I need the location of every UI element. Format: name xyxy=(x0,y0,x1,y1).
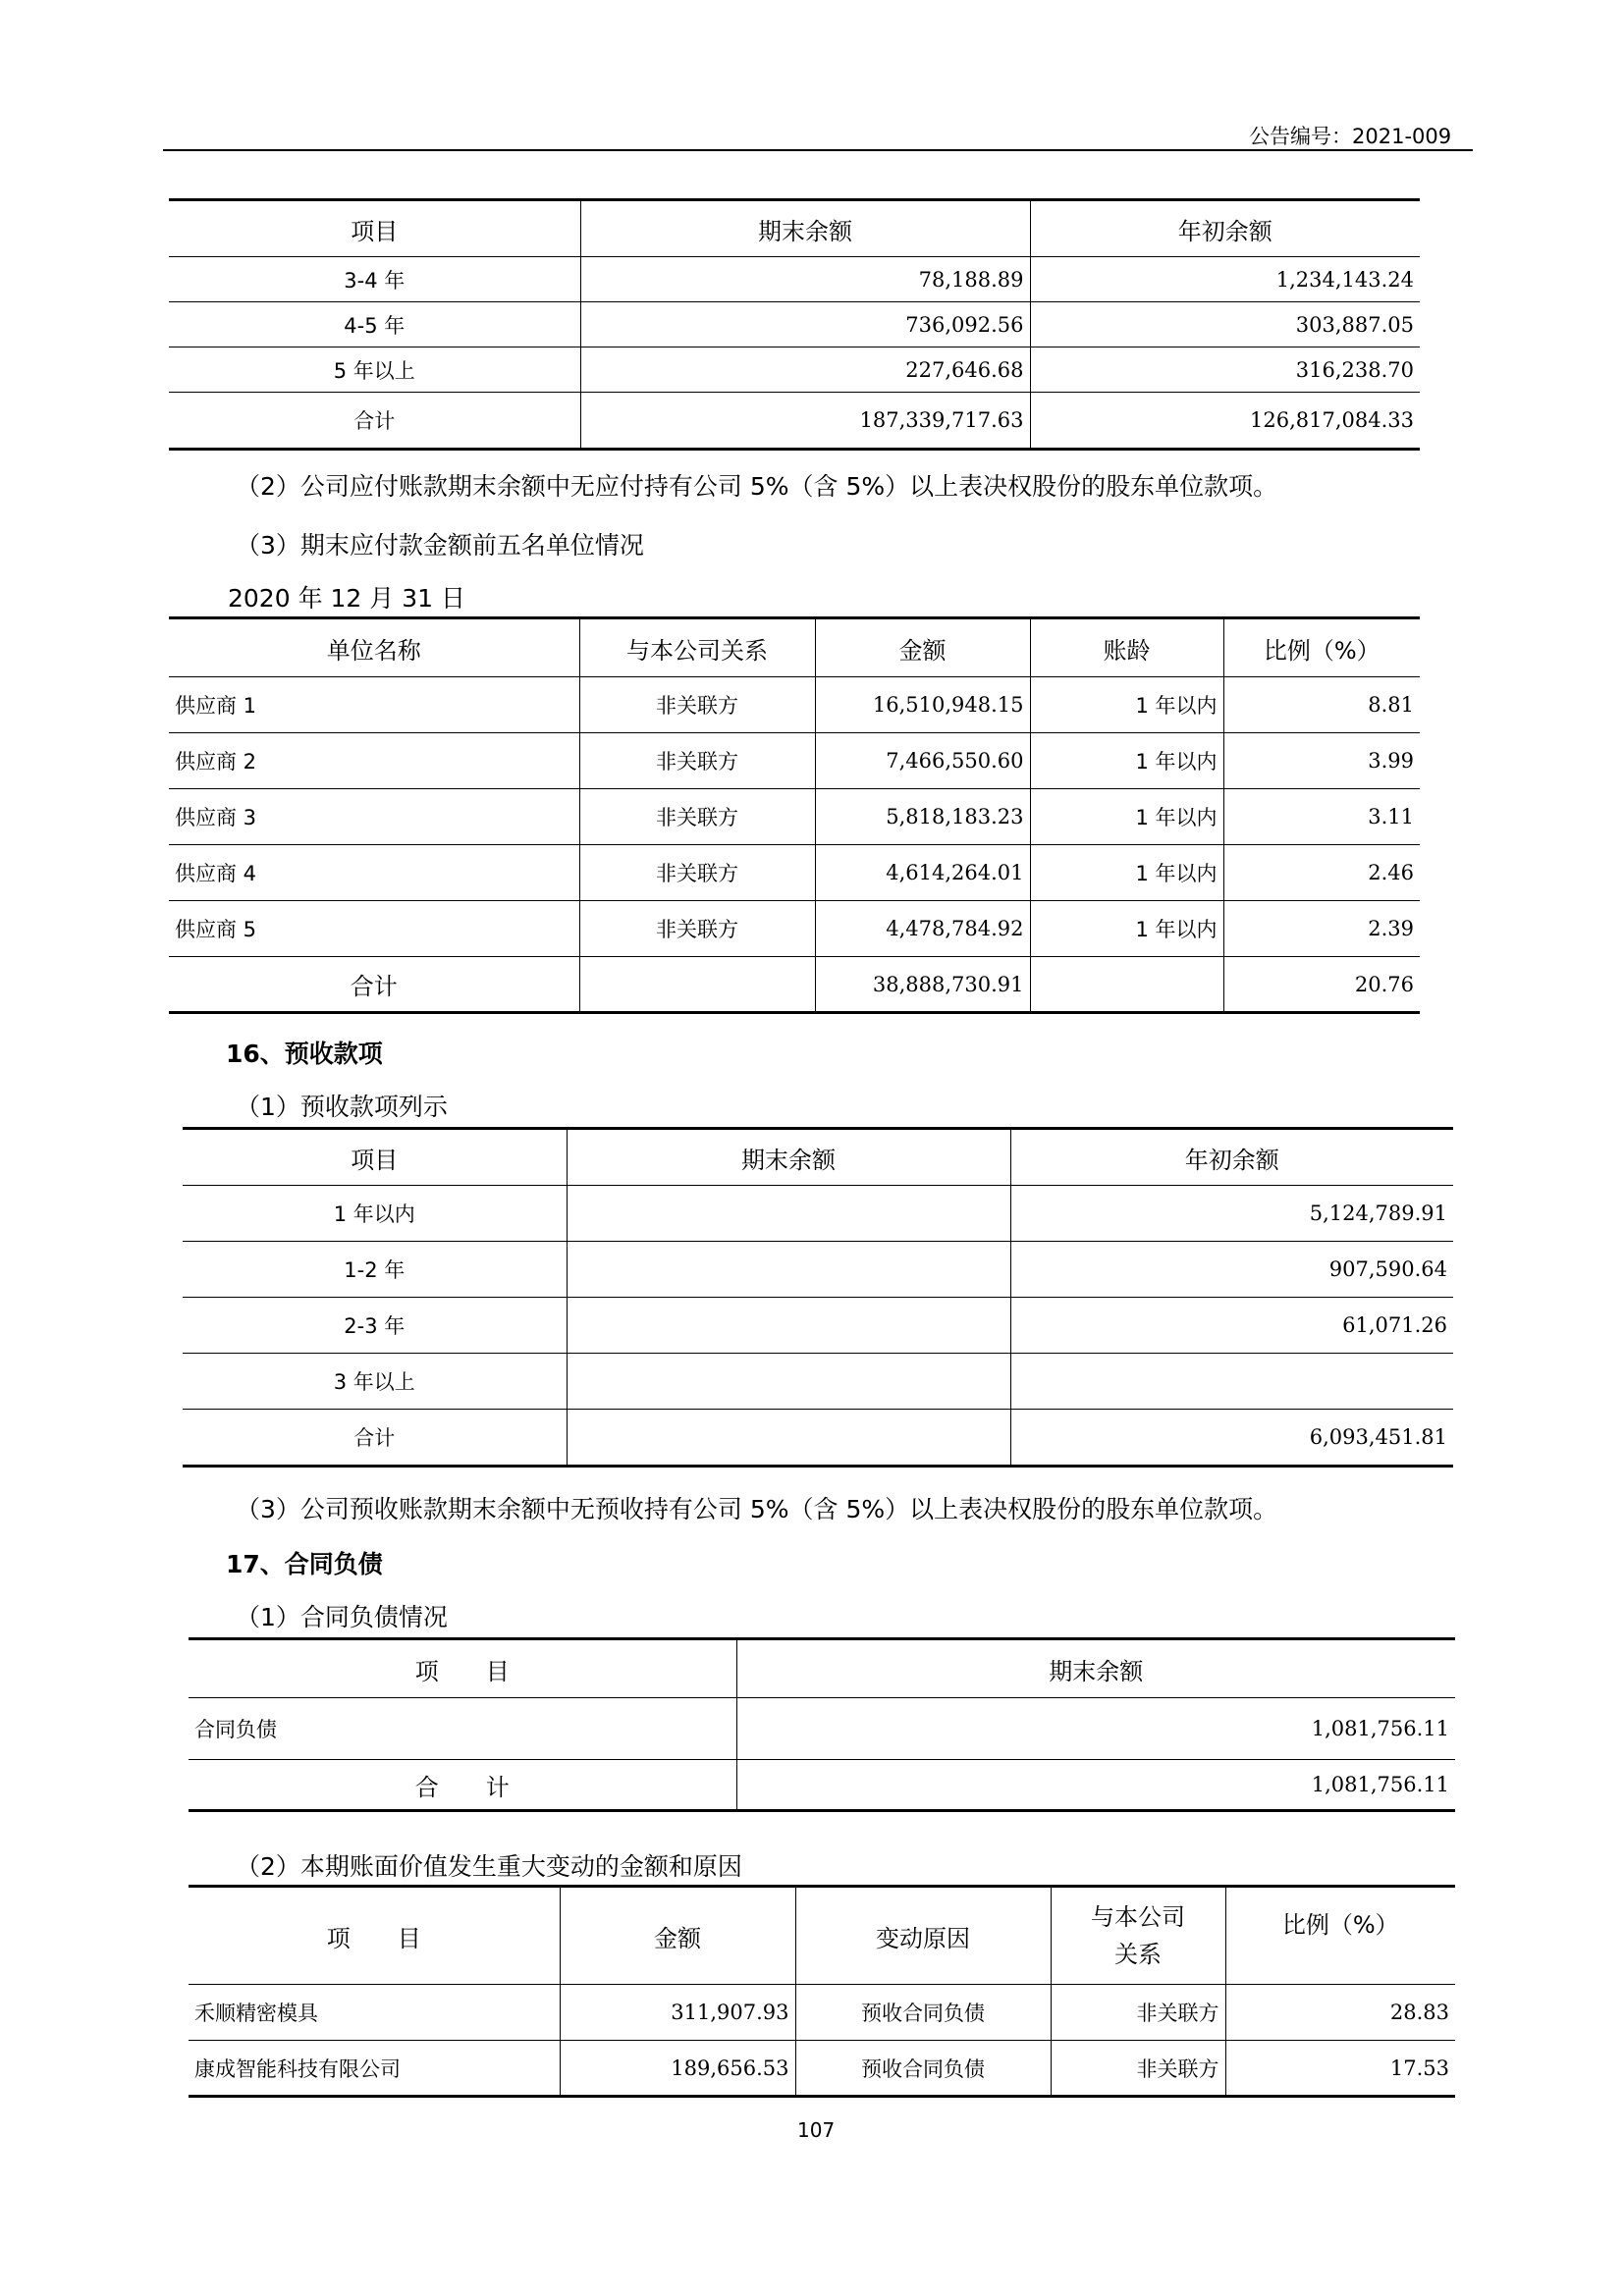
advance-receipts-table xyxy=(183,1127,1453,1468)
section-17-sub-2: （2）本期账面价值发生重大变动的金额和原因 xyxy=(236,1852,742,1881)
col-header-ratio: 比例（%） xyxy=(1223,618,1420,677)
col-header-change-reason: 变动原因 xyxy=(795,1887,1051,1985)
col-header-unit-name: 单位名称 xyxy=(169,618,579,677)
table-row: 禾顺精密模具 311,907.93 预收合同负债 非关联方 28.83 xyxy=(189,1985,1455,2041)
table-row: 5 年以上 227,646.68 316,238.70 xyxy=(169,347,1420,393)
col-header-item: 项 目 xyxy=(189,1887,560,1985)
section-16-note-3: （3）公司预收账款期末余额中无预收持有公司 5%（含 5%）以上表决权股份的股东单位款项。 xyxy=(236,1495,1278,1523)
table-row: 合同负债 1,081,756.11 xyxy=(189,1698,1455,1760)
section-17-heading: 17、合同负债 xyxy=(226,1550,383,1578)
table-row: 3-4 年 78,188.89 1,234,143.24 xyxy=(169,257,1420,302)
table-row-total: 合计 38,888,730.91 20.76 xyxy=(169,957,1420,1013)
table-row: 4-5 年 736,092.56 303,887.05 xyxy=(169,302,1420,347)
col-header-ratio: 比例（%） xyxy=(1225,1887,1455,1985)
col-header-amount: 金额 xyxy=(815,618,1030,677)
top-five-payables-table xyxy=(169,616,1420,1014)
col-header-amount: 金额 xyxy=(560,1887,795,1985)
payables-note-3: （3）期末应付款金额前五名单位情况 xyxy=(236,531,644,560)
table-row: 2-3 年 61,071.26 xyxy=(183,1298,1453,1354)
col-header-opening-balance: 年初余额 xyxy=(1010,1129,1453,1186)
col-header-item: 项 目 xyxy=(189,1639,736,1698)
significant-changes-table xyxy=(189,1885,1455,2098)
table-row: 康成智能科技有限公司 189,656.53 预收合同负债 非关联方 17.53 xyxy=(189,2041,1455,2097)
table-row: 供应商 1 非关联方 16,510,948.15 1 年以内 8.81 xyxy=(169,677,1420,733)
payables-note-2: （2）公司应付账款期末余额中无应付持有公司 5%（含 5%）以上表决权股份的股东单位款项。 xyxy=(236,472,1278,501)
table-row: 供应商 2 非关联方 7,466,550.60 1 年以内 3.99 xyxy=(169,733,1420,789)
table-row-total: 合 计 1,081,756.11 xyxy=(189,1760,1455,1811)
header-rule xyxy=(163,149,1473,151)
date-line: 2020 年 12 月 31 日 xyxy=(228,584,465,613)
table-row: 供应商 3 非关联方 5,818,183.23 1 年以内 3.11 xyxy=(169,789,1420,845)
col-header-opening-balance: 年初余额 xyxy=(1030,200,1420,257)
col-header-ending-balance: 期末余额 xyxy=(567,1129,1010,1186)
announcement-number: 公告编号：2021-009 xyxy=(1249,125,1452,148)
col-header-item: 项目 xyxy=(169,200,580,257)
section-16-heading: 16、预收款项 xyxy=(226,1040,383,1068)
table-row: 3 年以上 xyxy=(183,1354,1453,1410)
col-header-relation-line-1: 与本公司 xyxy=(1091,1903,1185,1931)
payables-aging-table xyxy=(169,198,1420,451)
table-row: 1 年以内 5,124,789.91 xyxy=(183,1186,1453,1242)
col-header-aging: 账龄 xyxy=(1030,618,1223,677)
table-row: 供应商 4 非关联方 4,614,264.01 1 年以内 2.46 xyxy=(169,845,1420,901)
table-row: 1-2 年 907,590.64 xyxy=(183,1242,1453,1298)
col-header-relation xyxy=(1051,1887,1225,1985)
section-17-sub-1: （1）合同负债情况 xyxy=(236,1603,448,1631)
col-header-relation: 与本公司关系 xyxy=(579,618,815,677)
col-header-item: 项目 xyxy=(183,1129,567,1186)
table-row-total: 合计 6,093,451.81 xyxy=(183,1410,1453,1467)
table-row-total: 合计 187,339,717.63 126,817,084.33 xyxy=(169,393,1420,450)
col-header-ending-balance: 期末余额 xyxy=(736,1639,1455,1698)
table-row: 供应商 5 非关联方 4,478,784.92 1 年以内 2.39 xyxy=(169,901,1420,957)
contract-liabilities-table xyxy=(189,1637,1455,1812)
page-number: 107 xyxy=(797,2118,836,2142)
col-header-ending-balance: 期末余额 xyxy=(580,200,1030,257)
col-header-relation-line-2: 关系 xyxy=(1114,1941,1162,1968)
section-16-sub-1: （1）预收款项列示 xyxy=(236,1093,448,1121)
